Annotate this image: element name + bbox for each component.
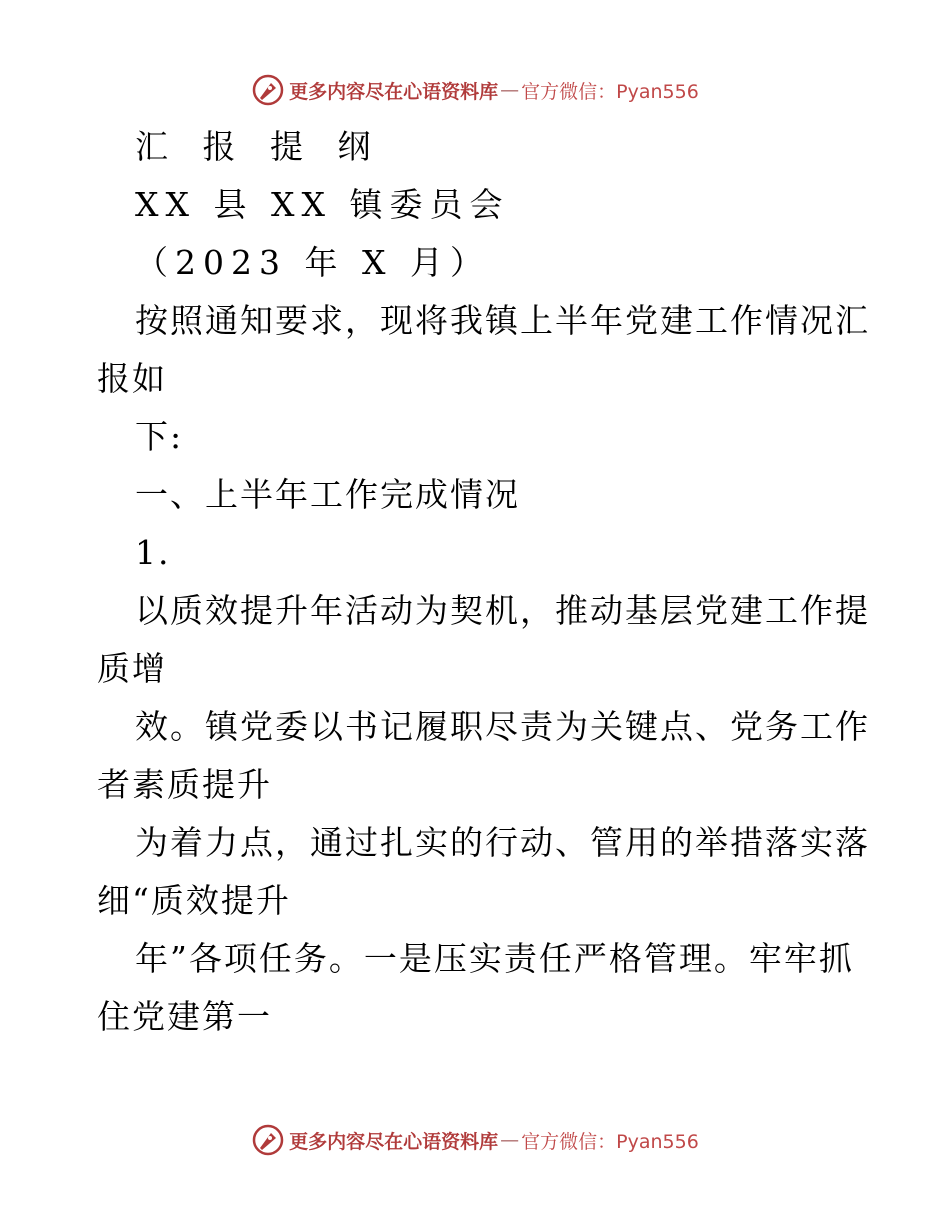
- paragraph-line: 细“质效提升: [97, 881, 291, 920]
- document-organization: XX 县 XX 镇委员会: [135, 185, 510, 224]
- paragraph-line: 者素质提升: [97, 765, 272, 804]
- pen-nib-logo-icon: [251, 73, 285, 107]
- paragraph-line: 为着力点，通过扎实的行动、管用的举措落实落: [135, 823, 870, 862]
- header-banner-separator: —: [500, 79, 520, 101]
- paragraph-line: 下:: [135, 417, 184, 456]
- document-title: 汇 报 提 纲: [135, 127, 383, 166]
- footer-banner-wechat: 官方微信：Pyan556: [521, 1130, 699, 1153]
- paragraph-line: 年”各项任务。一是压实责任严格管理。牢牢抓: [135, 939, 854, 978]
- paragraph-line: 效。镇党委以书记履职尽责为关键点、党务工作: [135, 707, 870, 746]
- footer-banner: [0, 1120, 950, 1160]
- footer-banner-separator: —: [500, 1129, 520, 1151]
- footer-banner-text: 更多内容尽在心语资料库: [289, 1130, 499, 1153]
- paragraph-line: 质增: [97, 649, 167, 688]
- paragraph-line: 住党建第一: [97, 997, 272, 1036]
- subsection-number: 1.: [135, 533, 171, 572]
- document-date: （2023 年 X 月）: [135, 243, 490, 282]
- header-banner: [0, 70, 950, 110]
- paragraph-line: 按照通知要求，现将我镇上半年党建工作情况汇: [135, 301, 870, 340]
- pen-nib-logo-icon: [251, 1123, 285, 1157]
- paragraph-line: 以质效提升年活动为契机，推动基层党建工作提: [135, 591, 870, 630]
- document-body: [97, 118, 870, 1046]
- section-heading: 一、上半年工作完成情况: [135, 475, 520, 514]
- header-banner-text: 更多内容尽在心语资料库: [289, 80, 499, 103]
- header-banner-wechat: 官方微信：Pyan556: [521, 80, 699, 103]
- paragraph-line: 报如: [97, 359, 167, 398]
